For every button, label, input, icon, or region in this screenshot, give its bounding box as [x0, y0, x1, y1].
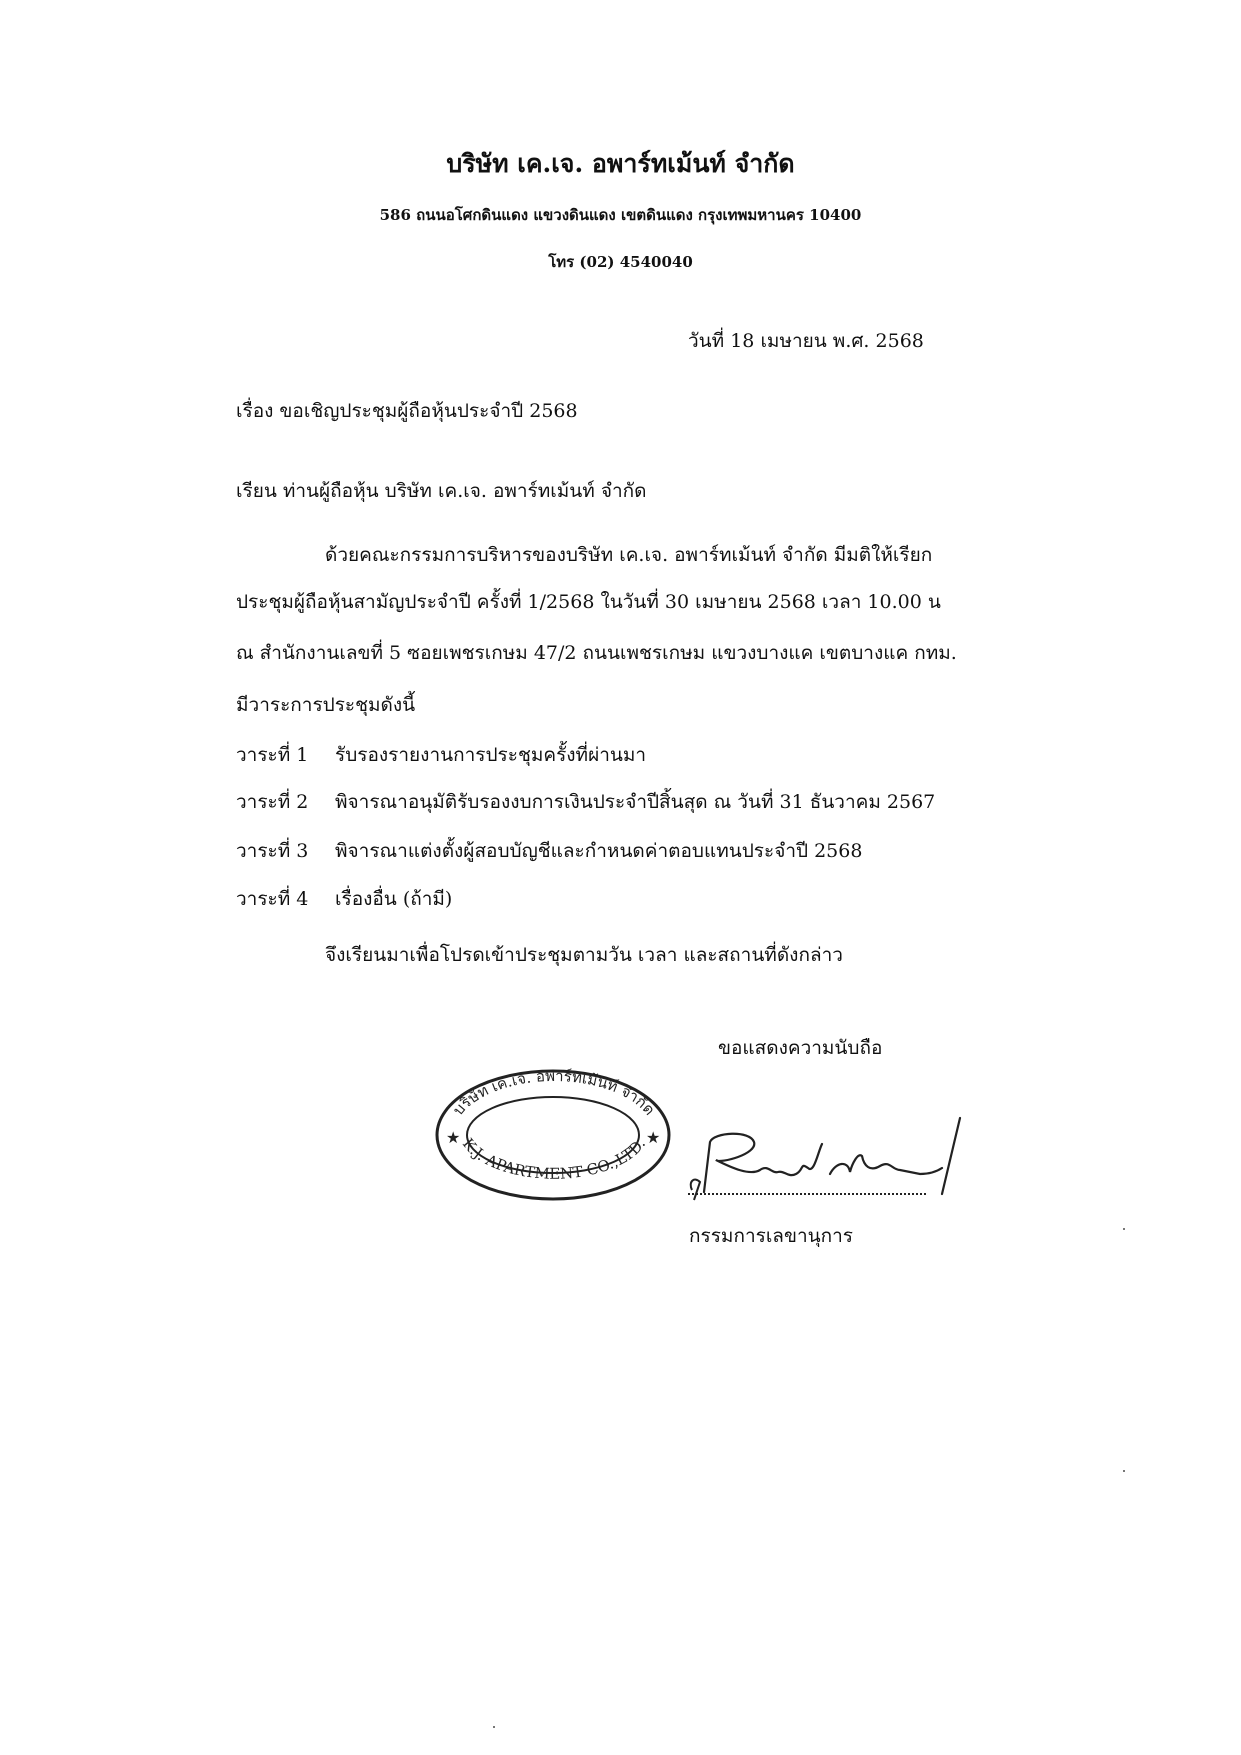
- company-name: บริษัท เค.เจ. อพาร์ทเม้นท์ จำกัด: [446, 149, 795, 178]
- body-paragraph-line: ด้วยคณะกรรมการบริหารของบริษัท เค.เจ. อพาร์ทเม้นท์ จำกัด มีมติให้เรียก: [325, 544, 933, 566]
- regards-text: ขอแสดงความนับถือ: [718, 1037, 883, 1059]
- agenda-item-number: วาระที่ 4: [236, 888, 309, 910]
- agenda-item-text: พิจารณาอนุมัติรับรองงบการเงินประจำปีสิ้นสุด ณ วันที่ 31 ธันวาคม 2567: [335, 791, 936, 813]
- handwritten-signature: [680, 1112, 970, 1202]
- svg-text:★: ★: [646, 1128, 661, 1147]
- body-paragraph-line: ประชุมผู้ถือหุ้นสามัญประจำปี ครั้งที่ 1/2568 ในวันที่ 30 เมษายน 2568 เวลา 10.00 น: [236, 591, 941, 613]
- seal-bottom-text: K.J. APARTMENT CO.,LTD.: [458, 1134, 650, 1183]
- agenda-intro: มีวาระการประชุมดังนี้: [236, 694, 416, 716]
- svg-text:บริษัท เค.เจ. อพาร์ทเม้นท์ จำก: [449, 1067, 659, 1119]
- letter-recipient: เรียน ท่านผู้ถือหุ้น บริษัท เค.เจ. อพาร์ทเม้นท์ จำกัด: [236, 480, 647, 502]
- scan-speck: [1123, 1470, 1125, 1472]
- agenda-item-text: พิจารณาแต่งตั้งผู้สอบบัญชีและกำหนดค่าตอบแทนประจำปี 2568: [335, 840, 863, 862]
- letter-subject: เรื่อง ขอเชิญประชุมผู้ถือหุ้นประจำปี 2568: [236, 400, 578, 422]
- svg-text:★: ★: [446, 1128, 461, 1147]
- company-phone: โทร (02) 4540040: [548, 253, 693, 271]
- agenda-item-number: วาระที่ 2: [236, 791, 309, 813]
- company-address: 586 ถนนอโศกดินแดง แขวงดินแดง เขตดินแดง กรุงเทพมหานคร 10400: [379, 206, 862, 224]
- scan-speck: [1123, 1228, 1125, 1230]
- closing-sentence: จึงเรียนมาเพื่อโปรดเข้าประชุมตามวัน เวลา และสถานที่ดังกล่าว: [325, 944, 843, 966]
- seal-top-text: บริษัท เค.เจ. อพาร์ทเม้นท์ จำกัด: [449, 1066, 659, 1119]
- company-seal: [432, 1063, 675, 1203]
- signature-dotted-line: [688, 1193, 926, 1195]
- agenda-item-number: วาระที่ 3: [236, 840, 309, 862]
- letter-date: วันที่ 18 เมษายน พ.ศ. 2568: [688, 330, 924, 352]
- agenda-item-text: รับรองรายงานการประชุมครั้งที่ผ่านมา: [335, 744, 647, 766]
- svg-text:K.J. APARTMENT CO.,LTD.: [459, 1135, 649, 1183]
- agenda-item-number: วาระที่ 1: [236, 744, 309, 766]
- signer-title: กรรมการเลขานุการ: [689, 1225, 853, 1247]
- scan-speck: [493, 1726, 495, 1728]
- agenda-item-text: เรื่องอื่น (ถ้ามี): [335, 888, 453, 910]
- body-paragraph-line: ณ สำนักงานเลขที่ 5 ซอยเพชรเกษม 47/2 ถนนเพชรเกษม แขวงบางแค เขตบางแค กทม.: [236, 642, 957, 664]
